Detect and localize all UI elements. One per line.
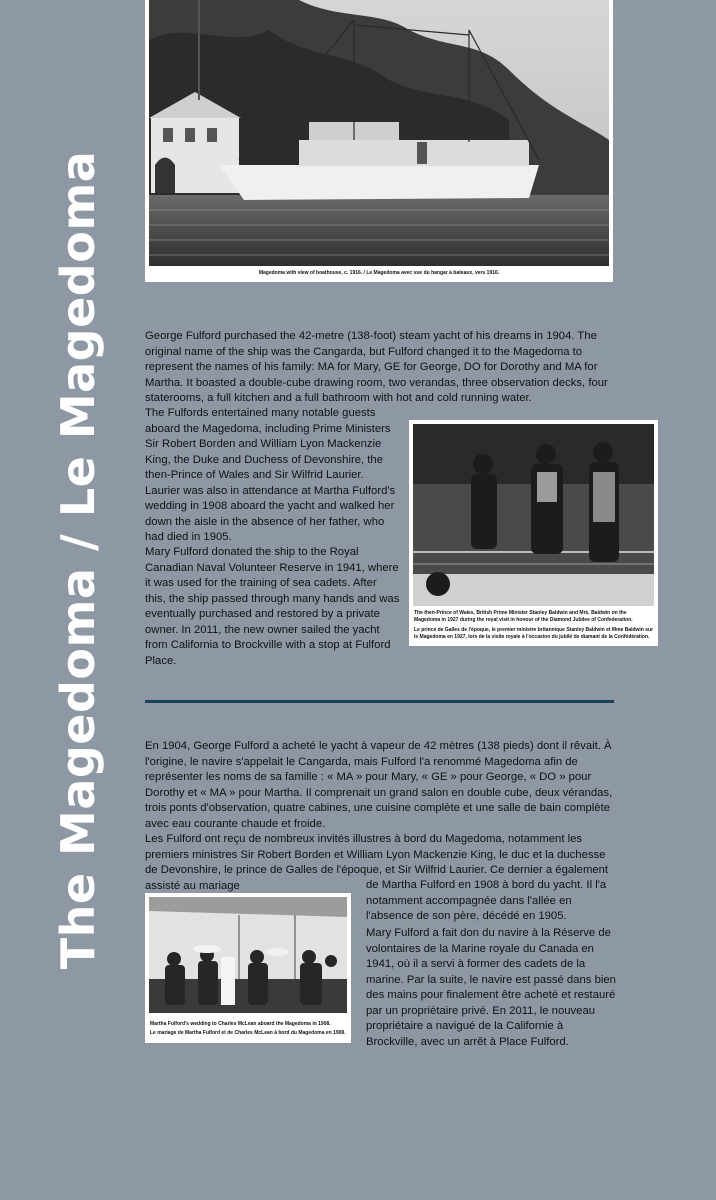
- wedding-image: [149, 897, 347, 1013]
- french-paragraph-1: En 1904, George Fulford a acheté le yacht à vapeur de 42 mètres (138 pieds) dont il rêvait. À l'origine, le navire s'appelait le Cangarda, mais Fulford l'a renommé Magedoma afin de représenter les noms de sa famille : « MA » pour Mary, « GE » pour George, « DO » pour Dorothy et « MA » pour Martha. Il comprenait un grand salon en double cube, deux vérandas, trois ponts d'observation, quatre cabines, une cuisine complète et une salle de bain complète avec eau courante chaude et froide.: [145, 740, 613, 830]
- royal-visit-caption-fr: Le prince de Galles de l'époque, le premier ministre britannique Stanley Baldwin et Mme Baldwin sur le Magedoma en 1927, lors de la visite royale à l'occasion du jubilé de diamant de la Confédération.: [414, 627, 654, 640]
- english-paragraph-1: George Fulford purchased the 42-metre (138-foot) steam yacht of his dreams in 1904. The original name of the ship was the Cangarda, but Fulford changed it to the Magedoma to represent the names of his family: MA for Mary, GE for George, DO for Dorothy and MA for Martha. It boasted a double-cube drawing room, two verandas, three observation decks, four staterooms, a full kitchen and a full bathroom with hot and cold running water.: [145, 330, 608, 404]
- royal-visit-caption-en: The then-Prince of Wales, British Prime Minister Stanley Baldwin and Mrs. Baldwin on the Magedoma in 1927 during the royal visit in honour of the Diamond Jubilee of Confederation.: [414, 610, 633, 623]
- top-photo-frame: [145, 0, 613, 282]
- royal-visit-photo-frame: [409, 420, 658, 646]
- vertical-title: [48, 150, 108, 970]
- english-paragraph-2: The Fulfords entertained many notable guests aboard the Magedoma, including Prime Ministers Sir Robert Borden and William Lyon Mackenzie King, the Duke and Duchess of Devonshire, the then-Prince of Wales and Sir Wilfrid Laurier. Laurier was also in attendance at Martha Fulford's wedding in 1908 aboard the yacht and walked her down the aisle in the absence of her father, who had died in 1905.: [145, 407, 396, 543]
- page-title: The Magedoma / Le Magedoma: [51, 150, 105, 970]
- yacht-photo: [149, 0, 609, 266]
- english-paragraph-3: Mary Fulford donated the ship to the Royal Canadian Naval Volunteer Reserve in 1941, where it was used for the training of sea cadets. After this, the ship passed through many hands and was eventually purchased and restored by a private owner. In 2011, the new owner sailed the yacht from California to Brockville with a stop at Fulford Place.: [145, 546, 400, 667]
- wedding-caption-fr: Le mariage de Martha Fulford et de Charles McLean à bord du Magedoma en 1908.: [150, 1030, 346, 1036]
- royal-visit-photo: [413, 424, 654, 606]
- yacht-boathouse-image: [149, 0, 609, 266]
- top-photo-caption: Magedoma with view of boathouse, c. 1916. / Le Magedoma avec vue du hangar à bateaux, vers 1916.: [258, 270, 500, 276]
- wedding-photo: [149, 897, 347, 1013]
- french-paragraph-3: Mary Fulford a fait don du navire à la Réserve de volontaires de la Marine royale du Canada en 1941, où il a servi à former des cadets de la marine. Par la suite, le navire est passé dans bien des mains pour finalement être acheté et restauré par un propriétaire privé. En 2011, le nouveau propriétaire a navigué de la Californie à Brockville, avec un arrêt à Place Fulford.: [366, 927, 616, 1048]
- french-paragraph-2-top: Les Fulford ont reçu de nombreux invités illustres à bord du Magedoma, notamment les premiers ministres Sir Robert Borden et William Lyon Mackenzie King, le duc et la duchesse de Devonshire, le prince de Galles de l'époque, et Sir Wilfrid Laurier. Ce dernier a également assisté au mariage: [145, 833, 609, 892]
- section-divider: [145, 700, 614, 703]
- wedding-caption-en: Martha Fulford's wedding to Charles McLean aboard the Magedoma in 1908.: [150, 1021, 331, 1027]
- wedding-photo-frame: [145, 893, 351, 1043]
- royal-visit-image: [413, 424, 654, 606]
- french-paragraph-2-bottom: de Martha Fulford en 1908 à bord du yacht. Il l'a notamment accompagnée dans l'allée en l'absence de son père, décédé en 1905.: [366, 879, 607, 922]
